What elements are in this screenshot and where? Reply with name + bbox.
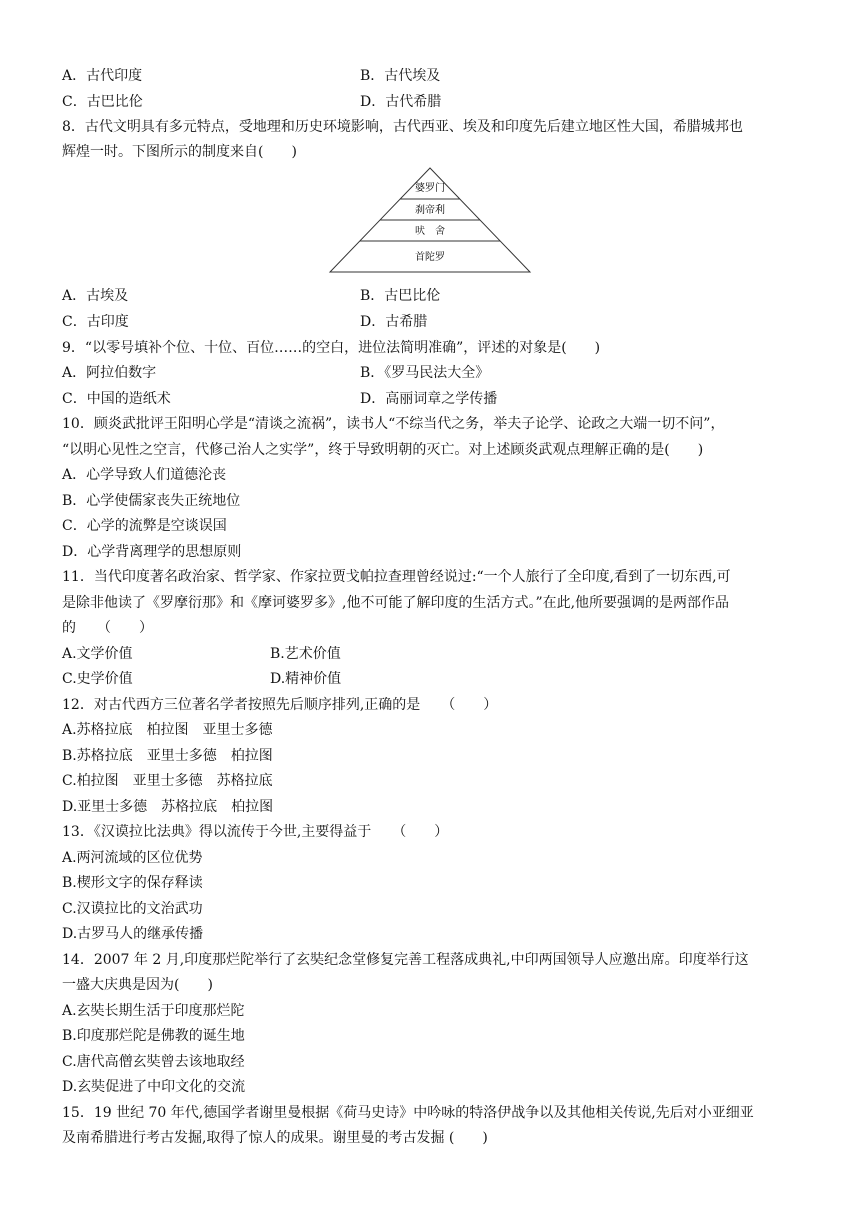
q9-option-d: D．高丽词章之学传播: [360, 391, 498, 407]
caste-pyramid-diagram: [328, 166, 532, 276]
q10-option-b: B．心学使儒家丧失正统地位: [62, 493, 241, 509]
pyramid-level-1: 婆罗门: [415, 183, 445, 194]
q11-stem-line2: 是除非他读了《罗摩衍那》和《摩诃婆罗多》,他不可能了解印度的生活方式。”在此,他所要强调的是两部作品: [62, 595, 730, 611]
q13-option-b: B.楔形文字的保存释读: [62, 875, 203, 891]
q9-option-a: A．阿拉伯数字: [62, 365, 157, 381]
q14-stem-line2: 一盛大庆典是因为( ): [62, 977, 213, 993]
q14-option-d: D.玄奘促进了中印文化的交流: [62, 1079, 246, 1095]
q8-stem-line1: 8．古代文明具有多元特点，受地理和历史环境影响，古代西亚、埃及和印度先后建立地区性大国，希腊城邦也: [62, 119, 743, 135]
q14-option-a: A.玄奘长期生活于印度那烂陀: [62, 1003, 245, 1019]
q12-stem: 12．对古代西方三位著名学者按照先后顺序排列,正确的是 （ ）: [62, 697, 498, 713]
q10-option-d: D．心学背离理学的思想原则: [62, 544, 242, 560]
q12-option-c: C.柏拉图 亚里士多德 苏格拉底: [62, 773, 273, 789]
q12-option-a: A.苏格拉底 柏拉图 亚里士多德: [62, 722, 273, 738]
q10-stem-line2: “以明心见性之空言，代修己治人之实学”，终于导致明朝的灭亡。对上述顾炎武观点理解正确的是( ): [62, 442, 704, 458]
q11-option-c: C.史学价值: [62, 671, 133, 687]
q7-option-c: C．古巴比伦: [62, 94, 143, 110]
q14-stem-line1: 14．2007 年 2 月,印度那烂陀举行了玄奘纪念堂修复完善工程落成典礼,中印两国领导人应邀出席。印度举行这: [62, 952, 749, 968]
q8-option-b: B．古巴比伦: [360, 288, 441, 304]
q7-option-a: A．古代印度: [62, 68, 143, 84]
q9-option-c: C．中国的造纸术: [62, 391, 171, 407]
q12-option-d: D.亚里士多德 苏格拉底 柏拉图: [62, 799, 274, 815]
q11-stem-line1: 11．当代印度著名政治家、哲学家、作家拉贾戈帕拉查理曾经说过:“一个人旅行了全印度,看到了一切东西,可: [62, 569, 731, 585]
q13-stem: 13．《汉谟拉比法典》得以流传于今世,主要得益于 （ ）: [62, 824, 449, 840]
q8-option-a: A．古埃及: [62, 288, 129, 304]
q14-option-c: C.唐代高僧玄奘曾去该地取经: [62, 1054, 245, 1070]
q8-option-d: D．古希腊: [360, 314, 428, 330]
q7-option-b: B．古代埃及: [360, 68, 441, 84]
q10-option-c: C．心学的流弊是空谈误国: [62, 518, 227, 534]
pyramid-level-3: 吠 舍: [415, 226, 445, 237]
q7-option-d: D．古代希腊: [360, 94, 442, 110]
q9-option-b: B．《罗马民法大全》: [360, 365, 490, 381]
pyramid-level-4: 首陀罗: [415, 252, 445, 263]
q10-stem-line1: 10．顾炎武批评王阳明心学是“清谈之流祸”，读书人“不综当代之务，举夫子论学、论政之大端一切不问”，: [62, 416, 725, 432]
q9-stem: 9．“以零号填补个位、十位、百位……的空白，进位法简明准确”，评述的对象是( ): [62, 340, 601, 356]
q11-option-b: B.艺术价值: [270, 646, 341, 662]
pyramid-level-2: 刹帝利: [415, 205, 445, 216]
q13-option-a: A.两河流域的区位优势: [62, 850, 203, 866]
q10-option-a: A．心学导致人们道德沦丧: [62, 467, 227, 483]
q15-stem-line1: 15．19 世纪 70 年代,德国学者谢里曼根据《荷马史诗》中吟咏的特洛伊战争以及其他相关传说,先后对小亚细亚: [62, 1105, 754, 1121]
q15-stem-line2: 及南希腊进行考古发掘,取得了惊人的成果。谢里曼的考古发掘 ( ): [62, 1130, 488, 1146]
q12-option-b: B.苏格拉底 亚里士多德 柏拉图: [62, 748, 273, 764]
q13-option-d: D.古罗马人的继承传播: [62, 926, 204, 942]
q14-option-b: B.印度那烂陀是佛教的诞生地: [62, 1028, 245, 1044]
q8-stem-line2: 辉煌一时。下图所示的制度来自( ): [62, 144, 297, 160]
q13-option-c: C.汉谟拉比的文治武功: [62, 901, 203, 917]
q11-stem-line3: 的 （ ）: [62, 620, 153, 636]
q8-option-c: C．古印度: [62, 314, 129, 330]
q11-option-a: A.文学价值: [62, 646, 133, 662]
q11-option-d: D.精神价值: [270, 671, 342, 687]
